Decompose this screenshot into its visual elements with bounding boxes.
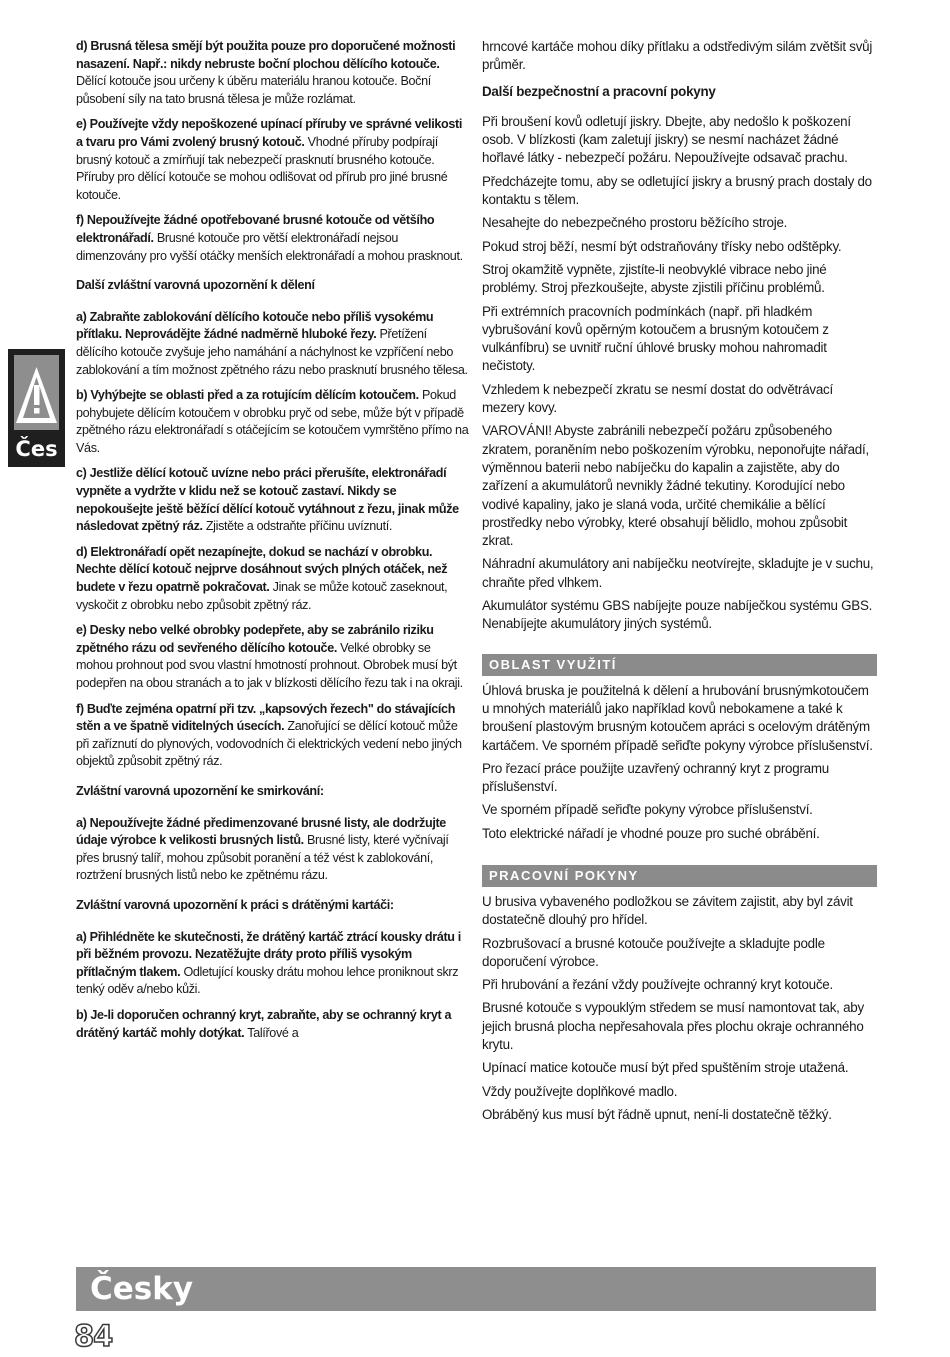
paragraph: Stroj okamžitě vypněte, zjistíte-li neobvyklé vibrace nebo jiné problémy. Stroj přezkoušejte, abyste zjistili příčinu problémů. xyxy=(482,261,827,296)
paragraph: Pro řezací práce použijte uzavřený ochranný kryt z programu příslušenství. xyxy=(482,760,829,795)
section-bar-instructions: PRACOVNÍ POKYNY xyxy=(482,865,877,887)
paragraph: Upínací matice kotouče musí být před spuštěním stroje utažená. xyxy=(482,1060,849,1076)
paragraph: b) Je-li doporučen ochranný kryt, zabraňte, aby se ochranný kryt a drátěný kartáč mohly dotýkat. Talířové a xyxy=(76,1007,452,1040)
paragraph: c) Jestliže dělící kotouč uvízne nebo práci přerušíte, elektronářadí vypněte a vydržte v klidu než se kotouč zastaví. Nikdy se nepokoušejte ještě běžící dělící kotouč vytáhnout z řezu, jinak může následovat zpětný ráz. Zjistěte a odstraňte příčinu uvíznutí. xyxy=(76,466,459,534)
section-heading: Další bezpečnostní a pracovní pokyny xyxy=(482,83,716,99)
paragraph: a) Zabraňte zablokování dělícího kotouče nebo příliš vysokému přítlaku. Neprovádějte žádné nadměrně hluboké řezy. Přetížení dělícího kotouče zvyšuje jeho namáhání a náchylnost ke vzpříčení nebo zablokování a tím možnost zpětného rázu nebo prasknutí brusného tělesa. xyxy=(76,309,468,377)
page-number: 84 xyxy=(74,1319,113,1353)
paragraph: Akumulátor systému GBS nabíjejte pouze nabíječkou systému GBS. Nenabíjejte akumulátory jiných systémů. xyxy=(482,598,873,632)
paragraph: b) Vyhýbejte se oblasti před a za rotujícím dělícím kotoučem. Pokud pohybujete dělícím kotoučem v obrobku pryč od sebe, může být v případě zpětného rázu elektronářadí s otáčejícím se kotoučem vymrštěno přímo na Vás. xyxy=(76,388,469,455)
section-bar-usage: OBLAST VYUŽITÍ xyxy=(482,654,877,676)
paragraph: Náhradní akumulátory ani nabíječku neotvírejte, skladujte je v suchu, chraňte před vlhkem. xyxy=(482,556,874,590)
paragraph: VAROVÁNI! Abyste zabránili nebezpečí požáru způsobeného zkratem, poraněním nebo poškozením výrobku, neponořujte nářadí, výměnnou baterii nebo nabíječku do kapalin a zajistěte, aby do zařízení a akumulátorů nevnikly žádné tekutiny. Korodující nebo vodivé kapaliny, jako je slaná voda, určité chemikálie a bělící prostředky nebo výrobky, které obsahují bělidlo, mohou způsobit zkrat. xyxy=(482,423,869,549)
paragraph: Předcházejte tomu, aby se odletující jiskry a brusný prach dostaly do kontaktu s tělem. xyxy=(482,173,872,208)
paragraph: Toto elektrické nářadí je vhodné pouze pro suché obrábění. xyxy=(482,825,820,841)
paragraph: Obráběný kus musí být řádně upnut, není-li dostatečně těžký. xyxy=(482,1106,832,1122)
paragraph: Při broušení kovů odletují jiskry. Dbejte, aby nedošlo k poškození osob. V blízkosti (kam zaletují jiskry) se nesmí nacházet žádné hořlavé látky - nebezpečí požáru. Nepoužívejte odsavač prachu. xyxy=(482,113,851,166)
language-label: Čes xyxy=(15,437,58,461)
paragraph: d) Elektronářadí opět nezapínejte, dokud se nachází v obrobku. Nechte dělící kotouč nejprve dosáhnout svých plných otáček, než budete v řezu opatrně pokračovat. Jinak se může kotouč zaseknout, vyskočit z obrobku nebo způsobit zpětný ráz. xyxy=(76,544,448,612)
paragraph: Vzhledem k nebezpečí zkratu se nesmí dostat do odvětrávací mezery kovy. xyxy=(482,381,833,416)
paragraph: Při extrémních pracovních podmínkách (např. při hladkém vybrušování kovů opěrným kotoučem a brusným kotoučem z vulkánfíbru) se uvnitř ruční úhlové brusky mohou nahromadit nečistoty. xyxy=(482,303,829,374)
paragraph: a) Přihlédněte ke skutečnosti, že drátěný kartáč ztrácí kousky drátu i při běžném provozu. Nezatěžujte dráty proto příliš vysokým přítlačným tlakem. Odletující kousky drátu mohou lehce proniknout skrz tenký oděv a/nebo kůži. xyxy=(76,929,461,997)
paragraph: U brusiva vybaveného podložkou se závitem zajistit, aby byl závit dostatečně dlouhý pro hřídel. xyxy=(482,893,853,928)
paragraph: Rozbrušovací a brusné kotouče používejte a skladujte podle doporučení výrobce. xyxy=(482,935,825,969)
paragraph: f) Buďte zejména opatrní při tzv. „kapsových řezech" do stávajících stěn a ve špatně viditelných úsecích. Zanořující se dělící kotouč může při zaříznutí do plynových, vodovodních či elektrických vedení nebo jiných objektů způsobit zpětný ráz. xyxy=(76,701,462,769)
right-column xyxy=(482,38,877,1129)
paragraph: d) Brusná tělesa smějí být použita pouze pro doporučené možnosti nasazení. Např.: nikdy nebruste boční plochou dělícího kotouče. Dělící kotouče jsou určeny k úběru materiálu hranou kotouče. Boční působení síly na tato brusná tělesa je může rozlámat. xyxy=(76,39,456,106)
paragraph: hrncové kartáče mohou díky přítlaku a odstředivým silám zvětšit svůj průměr. xyxy=(482,39,873,73)
warning-triangle-icon xyxy=(14,365,59,427)
paragraph: Vždy používejte doplňkové madlo. xyxy=(482,1083,678,1099)
paragraph: e) Používejte vždy nepoškozené upínací příruby ve správné velikosti a tvaru pro Vámi zvolený brusný kotouč. Vhodné příruby podpírají brusný kotouč a zmírňují tak nebezpečí prasknutí brusného kotouče. Příruby pro dělící kotouče se mohou odlišovat od přírub pro jiné brusné kotouče. xyxy=(76,117,462,202)
section-heading: Další zvláštní varovná upozornění k dělení xyxy=(76,278,315,293)
paragraph: Nesahejte do nebezpečného prostoru běžícího stroje. xyxy=(482,215,788,231)
paragraph: Pokud stroj běží, nesmí být odstraňovány třísky nebo odštěpky. xyxy=(482,238,842,254)
paragraph: e) Desky nebo velké obrobky podepřete, aby se zabránilo riziku zpětného rázu od sevřeného dělícího kotouče. Velké obrobky se mohou prohnout pod svou vlastní hmotností prohnout. Obrobek musí být podepřen na obou stranách a to jak v blízkosti dělícího řezu tak i na okraji. xyxy=(76,623,463,690)
paragraph: Úhlová bruska je použitelná k dělení a hrubování brusnýmkotoučem u mnohých materiálů jako například kovů nebokamene a také k broušení plastovým brusným kotoučem apráci s ocelovým drátěným kartáčem. Ve sporném případě seřiďte pokyny výrobce příslušenství. xyxy=(482,682,873,753)
paragraph: Ve sporném případě seřiďte pokyny výrobce příslušenství. xyxy=(482,802,813,818)
paragraph: a) Nepoužívejte žádné předimenzované brusné listy, ale dodržujte údaje výrobce k velikosti brusných listů. Brusné listy, které vyčnívají přes brusný talíř, mohou způsobit poranění a též vést k zablokování, roztržení brusných listů nebo ke zpětnému rázu. xyxy=(76,815,449,883)
section-heading: Zvláštní varovná upozornění ke smirkování: xyxy=(76,783,324,798)
section-heading: Zvláštní varovná upozornění k práci s drátěnými kartáči: xyxy=(76,897,394,912)
language-tab xyxy=(8,349,65,467)
footer-bar xyxy=(76,1267,876,1311)
paragraph: Brusné kotouče s vypouklým středem se musí namontovat tak, aby jejich brusná plocha nepřesahovala přes plochu okraje ochranného krytu. xyxy=(482,1000,864,1053)
paragraph: f) Nepoužívejte žádné opotřebované brusné kotouče od většího elektronářadí. Brusné kotouče pro větší elektronářadí nejsou dimenzovány pro vyšší otáčky menších elektronářadí a mohou prasknout. xyxy=(76,213,463,263)
paragraph: Při hrubování a řezání vždy používejte ochranný kryt kotouče. xyxy=(482,977,833,993)
footer-language-title: Česky xyxy=(90,1271,194,1307)
left-column xyxy=(76,38,469,1050)
